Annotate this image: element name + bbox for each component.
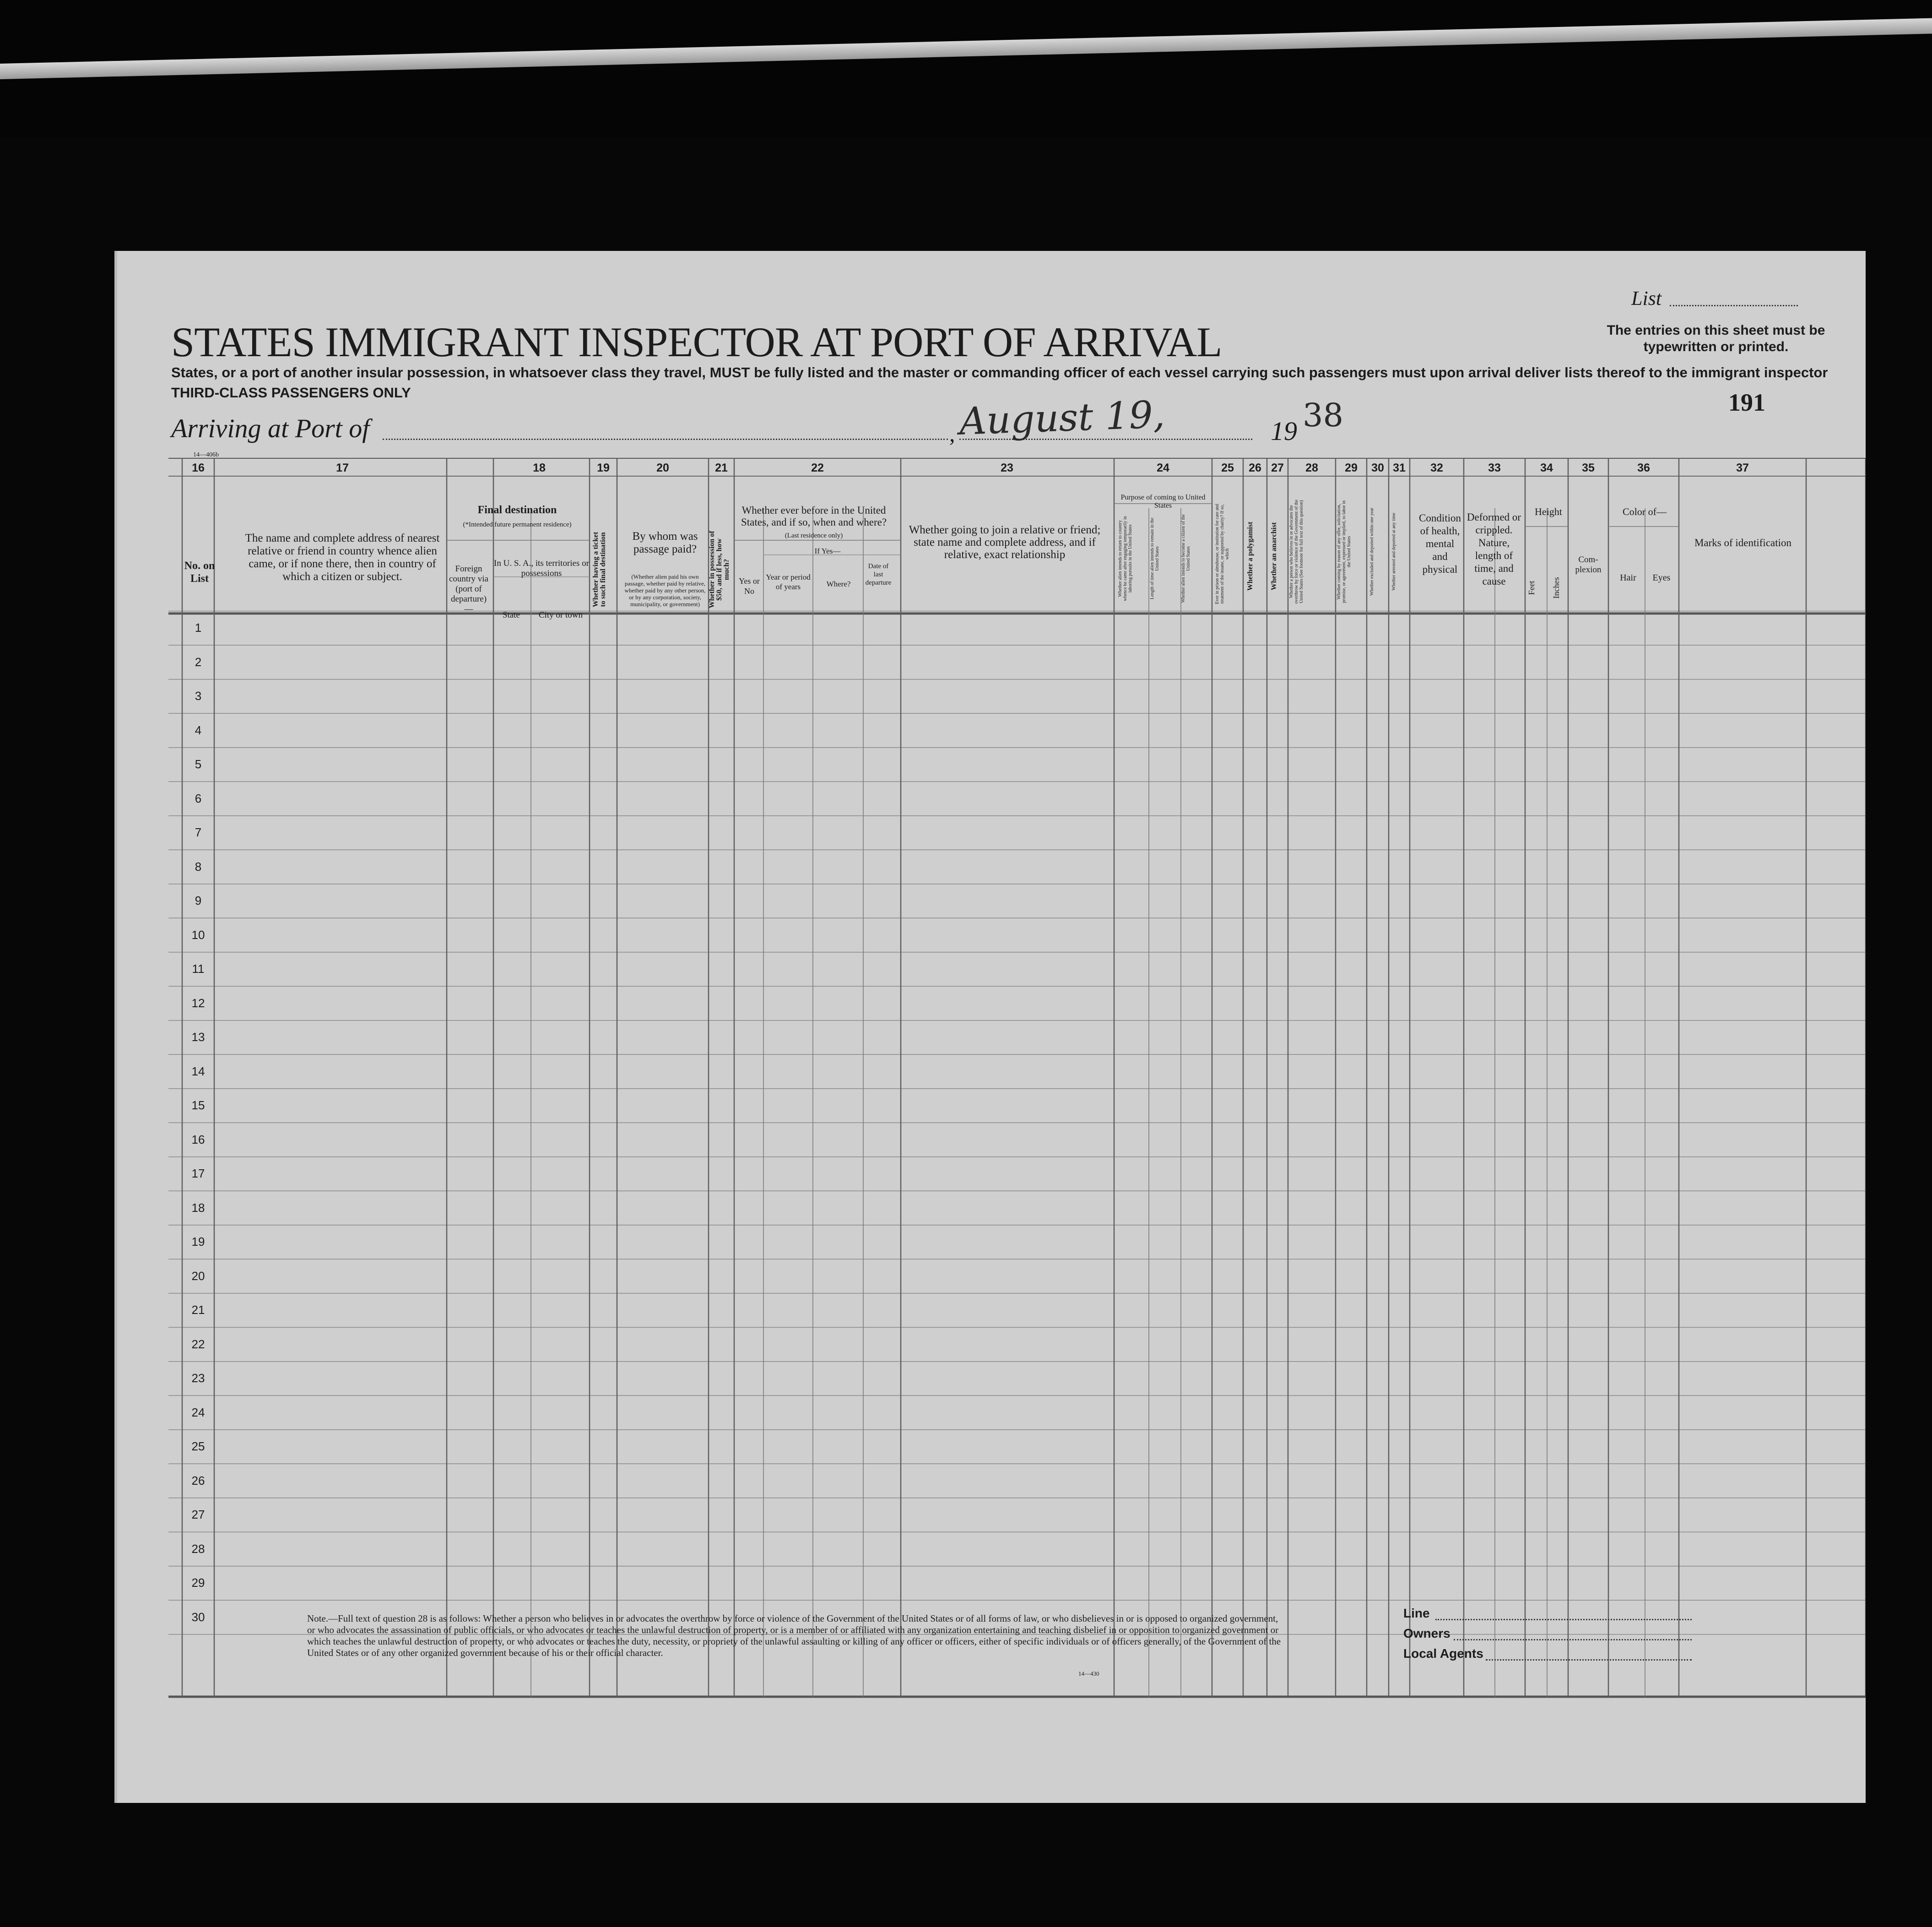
header-inches: Inches (1552, 577, 1561, 599)
column-number: 28 (1305, 461, 1318, 474)
header-labor-offer: Whether coming by reason of any offer, solicitation, promise, or agreement, expressed or implied, to labor in the United States (1337, 500, 1352, 603)
header-eyes: Eyes (1652, 573, 1671, 583)
header-health: Condition of health, mental and physical (1418, 512, 1461, 575)
column-number: 36 (1637, 461, 1650, 474)
header-hair: Hair (1620, 573, 1636, 583)
column-number: 18 (533, 461, 546, 474)
line-label: Line (1403, 1606, 1430, 1620)
film-edge (0, 18, 1932, 80)
row-number: 29 (191, 1576, 205, 1590)
footnote-question-28: Note.—Full text of question 28 is as follows: Whether a person who believes in or advocates the overthrow by force or violence of the Government of the United States or of all forms of law, or who disbelieves in or is opposed to organized government, or who advocates the assassination of public officials, or who advocates or teaches the unlawful destruction of property, or is a member of or affiliated with any organization entertaining and teaching disbelief in or opposition to organized government or which teaches the unlawful destruction of property, or who advocates or teaches the duty, necessity, or propriety of the unlawful assaulting or killing of any officer or officers, either of specific individuals or of officers generally, of the Government of the United States or of any other organized government because of his or their official character. (307, 1613, 1281, 1658)
row-number: 27 (191, 1508, 205, 1521)
row-number: 25 (191, 1439, 205, 1453)
row-number: 5 (195, 757, 202, 771)
header-deformed: Deformed or crippled. Nature, length of time, and cause (1467, 511, 1521, 587)
port-line (383, 439, 948, 440)
column-number: 19 (597, 461, 610, 474)
column-number: 37 (1736, 461, 1749, 474)
column-number: 25 (1221, 461, 1234, 474)
header-complexion: Com-plexion (1575, 555, 1602, 575)
header-purpose-return: Whether alien intends to return to country whence he came after engaging temporarily in laboring pursuits in the United States (1118, 516, 1133, 601)
row-number: 13 (191, 1030, 205, 1044)
header-anarchist: Whether an anarchist (1270, 522, 1278, 591)
header-city: City or town (538, 610, 583, 620)
comma: , (949, 421, 955, 446)
column-number: 35 (1582, 461, 1595, 474)
header-color-of: Color of— (1623, 506, 1667, 517)
owners-label: Owners (1403, 1626, 1450, 1640)
date-handwritten: August 19, (958, 393, 1166, 444)
header-before-in-us: Whether ever before in the United States, and if so, when and where? (741, 505, 887, 528)
row-number: 7 (195, 825, 202, 839)
row-number: 23 (191, 1371, 205, 1385)
column-number: 24 (1157, 461, 1169, 474)
row-number: 17 (191, 1167, 205, 1180)
row-number: 30 (191, 1610, 205, 1624)
column-number: 34 (1540, 461, 1553, 474)
column-number: 17 (336, 461, 349, 474)
column-number: 29 (1345, 461, 1358, 474)
header-marks: Marks of identification (1694, 537, 1792, 548)
column-number: 21 (715, 461, 728, 474)
page-title: STATES IMMIGRANT INSPECTOR AT PORT OF ARRIVAL (171, 319, 1222, 365)
row-number: 4 (195, 723, 202, 737)
arriving-label: Arriving at Port of (171, 413, 370, 443)
passenger-class: THIRD-CLASS PASSENGERS ONLY (171, 385, 411, 401)
header-state: State (503, 610, 520, 620)
table-grid (168, 458, 1866, 1707)
row-number: 16 (191, 1132, 205, 1146)
row-number: 28 (191, 1542, 205, 1556)
column-number: 31 (1393, 461, 1406, 474)
row-number: 11 (192, 962, 205, 976)
header-nearest-relative: The name and complete address of nearest relative or friend in country whence alien came, or if none there, then in country of which a citizen or subject. (245, 532, 440, 583)
row-number: 1 (195, 621, 202, 635)
header-overthrow: Whether a person who believes in or advocates the overthrow by force or violence of the Government of the United States (See footnote for full text of this question) (1289, 499, 1304, 604)
header-foreign-country: Foreign country via (port of departure)— (449, 564, 488, 614)
column-number: 32 (1430, 461, 1443, 474)
row-number: 22 (191, 1337, 205, 1351)
column-number: 22 (811, 461, 824, 474)
header-excluded: Whether excluded and deported within one year (1369, 507, 1375, 596)
column-number: 23 (1001, 461, 1013, 474)
header-no-on-list: No. on List (184, 560, 215, 585)
year-handwritten: 38 (1303, 396, 1344, 434)
agents-label: Local Agents (1403, 1646, 1483, 1661)
row-number: 20 (191, 1269, 205, 1283)
row-number: 26 (191, 1473, 205, 1487)
row-number: 2 (195, 655, 202, 669)
manifest-table (168, 458, 1866, 1707)
row-number: 10 (191, 928, 205, 942)
header-passage-paid: By whom was passage paid? (632, 530, 698, 555)
header-feet: Feet (1527, 581, 1536, 595)
header-prison: Ever in prison or almshouse, or institution for care and treatment of the insane, or supported by charity? If so, which (1215, 504, 1230, 604)
header-year-period: Year or period of years (766, 573, 811, 591)
column-number: 20 (656, 461, 669, 474)
row-number: 14 (191, 1064, 205, 1078)
line-field (1435, 1619, 1692, 1620)
row-number: 24 (191, 1405, 205, 1419)
header-passage-note: (Whether alien paid his own passage, whether paid by relative, whether paid by any other person, or by any corporation, society, municipality, or government) (624, 573, 706, 608)
owners-field (1454, 1639, 1692, 1640)
header-deported: Whether arrested and deported at any time (1391, 513, 1396, 591)
agents-field (1486, 1659, 1692, 1661)
header-going-to-join: Whether going to join a relative or friend; state name and complete address, and if relative, exact relationship (909, 524, 1101, 561)
column-number: 16 (192, 461, 205, 474)
column-number: 30 (1371, 461, 1384, 474)
row-number: 19 (191, 1235, 205, 1248)
column-number: 33 (1488, 461, 1501, 474)
header-if-yes: If Yes— (814, 547, 841, 555)
manifest-sheet (114, 251, 1866, 1803)
header-purpose: Purpose of coming to United States (1120, 494, 1206, 510)
column-number: 27 (1271, 461, 1284, 474)
header-purpose-length: Length of time alien intends to remain in the United States (1150, 517, 1160, 600)
header-date-departure: Date of last departure (865, 563, 892, 586)
header-fifty-dollars: Whether in possession of $50, and if less, how much? (708, 531, 731, 608)
row-number: 12 (191, 996, 205, 1010)
row-number: 15 (191, 1098, 205, 1112)
list-line (1670, 305, 1798, 306)
header-polygamist: Whether a polygamist (1246, 521, 1254, 591)
header-ticket: Whether having a ticket to such final destination (592, 532, 607, 608)
header-height: Height (1535, 506, 1562, 517)
header-where: Where? (826, 580, 851, 588)
row-number: 3 (195, 689, 202, 703)
header-final-destination-note: (*Intended future permanent residence) (463, 521, 572, 528)
row-number: 8 (195, 859, 202, 874)
form-code-bottom: 14—430 (1078, 1670, 1099, 1677)
header-yes-no: Yes or No (739, 576, 760, 596)
film-top-strip (0, 0, 1932, 137)
year-prefix: 19 (1271, 416, 1297, 446)
list-label: List (1631, 287, 1662, 309)
row-number: 21 (191, 1303, 205, 1317)
header-final-destination: Final destination (477, 504, 557, 516)
row-number: 18 (191, 1200, 205, 1215)
subtitle: States, or a port of another insular possession, in whatsoever class they travel, MUST be fully listed and the master or commanding officer of each vessel carrying such passengers must upon arrival deliver lists thereof to the immigrant inspector (171, 364, 1828, 380)
row-number: 6 (195, 791, 202, 805)
header-purpose-citizen: Whether alien intends to become a citizen of the United States (1181, 514, 1191, 603)
sheet-number: 191 (1728, 389, 1765, 416)
form-code: 14—406b (193, 451, 219, 458)
row-number: 9 (195, 894, 202, 907)
header-before-note: (Last residence only) (785, 532, 843, 539)
typewriter-note: The entries on this sheet must be typewritten or printed. (1607, 323, 1825, 354)
header-in-usa: In U. S. A., its territories or possessions (494, 559, 589, 578)
column-number: 26 (1249, 461, 1261, 474)
